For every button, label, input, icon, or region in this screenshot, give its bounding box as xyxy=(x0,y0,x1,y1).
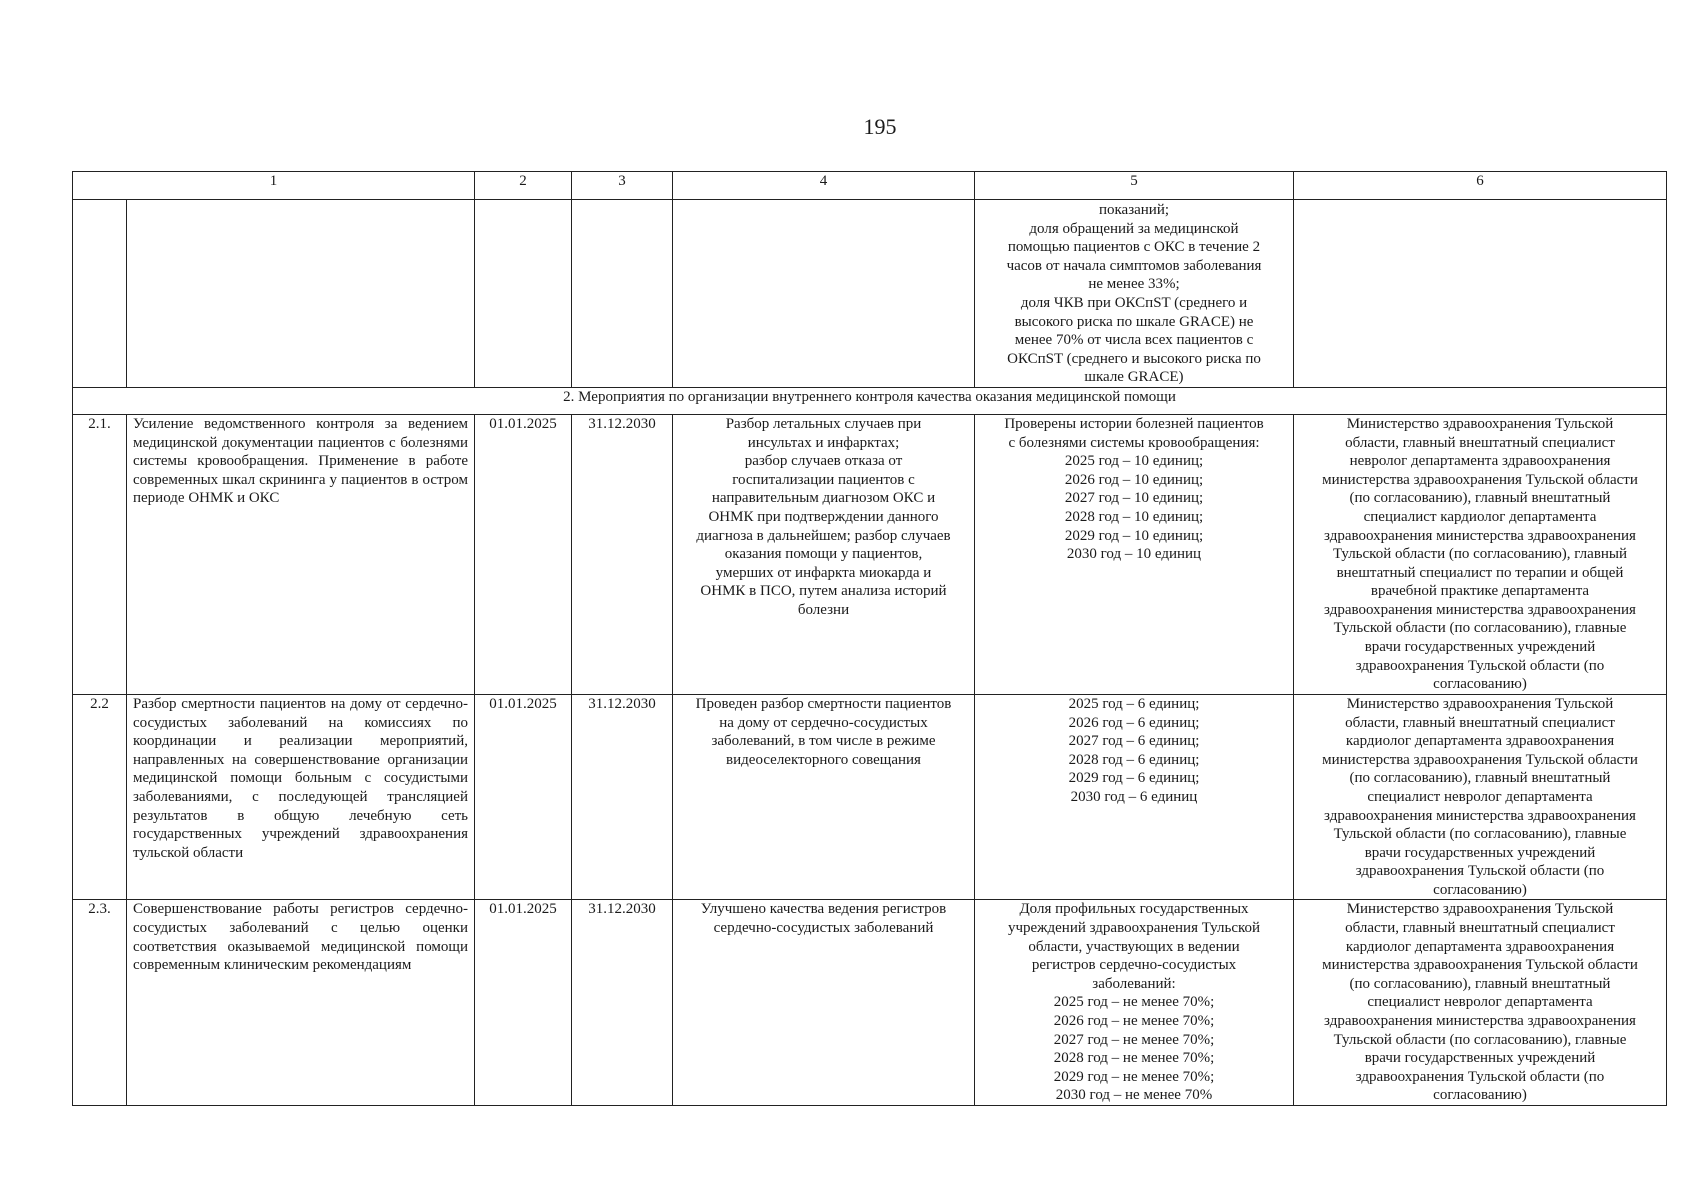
text-line: Проверены истории болезней пациентов xyxy=(1004,415,1264,432)
text-line: здравоохранения Тульской области (по xyxy=(1355,657,1605,674)
text-line: области, участвующих в ведении xyxy=(1028,938,1240,955)
section-title: 2. Мероприятия по организации внутреннего контроля качества оказания медицинской помощи xyxy=(73,387,1667,414)
text-line: 2026 год – не менее 70%; xyxy=(1053,1013,1215,1030)
text-line: Доля профильных государственных xyxy=(1019,901,1249,918)
row-start-date: 01.01.2025 xyxy=(475,694,572,900)
text-line: видеоселекторного совещания xyxy=(726,751,921,768)
row-activity xyxy=(673,414,975,694)
text-line: здравоохранения министерства здравоохранения xyxy=(1324,1013,1636,1030)
row-description: Усиление ведомственного контроля за ведением медицинской документации пациентов с болезнями системы кровообращения. Применение в работе современных шкал скрининга у пациентов в остром периоде ОНМК и ОКС xyxy=(127,414,475,694)
text-line: специалист невролог департамента xyxy=(1367,994,1593,1011)
text-line: 2027 год – не менее 70%; xyxy=(1053,1031,1215,1048)
text-line: 2028 год – 6 единиц; xyxy=(1068,751,1200,768)
text-line: доля обращений за медицинской xyxy=(1029,220,1239,237)
row-description: Разбор смертности пациентов на дому от сердечно-сосудистых заболеваний на комиссиях по координации и реализации мероприятий, направленных на совершенствование организации медицинской помощи больным с сосудистыми заболеваниями, с последующей трансляцией результатов в общую лечебную сеть государственных учреждений здравоохранения тульской области xyxy=(127,694,475,900)
text-line: невролог департамента здравоохранения xyxy=(1349,453,1611,470)
text-line: 2030 год – не менее 70% xyxy=(1055,1087,1213,1104)
text-line: 2028 год – не менее 70%; xyxy=(1053,1050,1215,1067)
header-row xyxy=(73,172,1667,200)
row-end-date: 31.12.2030 xyxy=(572,414,673,694)
text-line: врачи государственных учреждений xyxy=(1364,844,1596,861)
text-line: здравоохранения Тульской области (по xyxy=(1355,1068,1605,1085)
text-line: 2027 год – 6 единиц; xyxy=(1068,733,1200,750)
text-line: согласованию) xyxy=(1433,676,1527,693)
row-number: 2.3. xyxy=(73,900,127,1106)
text-line: учреждений здравоохранения Тульской xyxy=(1007,920,1261,937)
table-row xyxy=(73,694,1667,900)
text-line: высокого риска по шкале GRACE) не xyxy=(1014,313,1254,330)
text-line: доля ЧКВ при ОКСпST (среднего и xyxy=(1020,294,1248,311)
text-line: 2029 год – не менее 70%; xyxy=(1053,1068,1215,1085)
text-line: врачи государственных учреждений xyxy=(1364,639,1596,656)
text-line: 2029 год – 6 единиц; xyxy=(1068,770,1200,787)
text-line: области, главный внештатный специалист xyxy=(1345,434,1615,451)
text-line: кардиолог департамента здравоохранения xyxy=(1345,938,1615,955)
text-line: 2027 год – 10 единиц; xyxy=(1064,490,1204,507)
text-line: Проведен разбор смертности пациентов xyxy=(695,695,952,712)
text-line: разбор случаев отказа от xyxy=(744,453,903,470)
text-line: специалист невролог департамента xyxy=(1367,788,1593,805)
section-title-row xyxy=(73,387,1667,414)
text-line: помощью пациентов с ОКС в течение 2 xyxy=(1007,239,1261,256)
text-line: ОНМК в ПСО, путем анализа историй xyxy=(700,583,947,600)
text-line: Тульской области (по согласованию), главные xyxy=(1333,620,1627,637)
header-col-5: 5 xyxy=(975,172,1294,200)
text-line: Тульской области (по согласованию), главный xyxy=(1332,546,1628,563)
text-line: (по согласованию), главный внештатный xyxy=(1349,975,1611,992)
text-line: болезни xyxy=(797,601,850,618)
text-line: области, главный внештатный специалист xyxy=(1345,714,1615,731)
row-end-date: 31.12.2030 xyxy=(572,694,673,900)
text-line: Улучшено качества ведения регистров xyxy=(700,901,947,918)
text-line: оказания помощи у пациентов, xyxy=(724,546,923,563)
text-line: Министерство здравоохранения Тульской xyxy=(1346,901,1614,918)
row-activity xyxy=(673,694,975,900)
text-line: 2029 год – 10 единиц; xyxy=(1064,527,1204,544)
row-description: Совершенствование работы регистров сердечно-сосудистых заболеваний с целью оценки соответствия оказываемой медицинской помощи современным клиническим рекомендациям xyxy=(127,900,475,1106)
text-line: 2026 год – 10 единиц; xyxy=(1064,471,1204,488)
text-line: специалист кардиолог департамента xyxy=(1363,508,1597,525)
text-line: показаний; xyxy=(1098,202,1170,218)
text-line: шкале GRACE) xyxy=(1084,369,1184,386)
text-line: умерших от инфаркта миокарда и xyxy=(715,564,932,581)
text-line: внештатный специалист по терапии и общей xyxy=(1336,564,1624,581)
text-line: ОКСпST (среднего и высокого риска по xyxy=(1007,350,1261,367)
activities-table xyxy=(72,171,1667,1106)
table-row xyxy=(73,900,1667,1106)
text-line: министерства здравоохранения Тульской области xyxy=(1322,751,1638,768)
header-col-2: 2 xyxy=(475,172,572,200)
text-line: 2028 год – 10 единиц; xyxy=(1064,508,1204,525)
text-line: здравоохранения министерства здравоохранения xyxy=(1324,527,1636,544)
row-end-date: 31.12.2030 xyxy=(572,900,673,1106)
text-line: сердечно-сосудистых заболеваний xyxy=(713,920,934,937)
text-line: (по согласованию), главный внештатный xyxy=(1349,490,1611,507)
header-col-1: 1 xyxy=(73,172,475,200)
table-row xyxy=(73,414,1667,694)
header-col-3: 3 xyxy=(572,172,673,200)
row-result xyxy=(975,414,1294,694)
text-line: часов от начала симптомов заболевания xyxy=(1006,257,1262,274)
text-line: врачебной практике департамента xyxy=(1370,583,1590,600)
text-line: Министерство здравоохранения Тульской xyxy=(1346,695,1614,712)
text-line: области, главный внештатный специалист xyxy=(1345,920,1615,937)
text-line: Тульской области (по согласованию), главные xyxy=(1333,1031,1627,1048)
header-col-6: 6 xyxy=(1294,172,1667,200)
text-line: министерства здравоохранения Тульской области xyxy=(1322,471,1638,488)
text-line: не менее 33%; xyxy=(1088,276,1180,293)
row-result xyxy=(975,900,1294,1106)
text-line: 2030 год – 6 единиц xyxy=(1070,788,1198,805)
text-line: инсультах и инфарктах; xyxy=(747,434,900,451)
row-responsible xyxy=(1294,694,1667,900)
text-line: на дому от сердечно-сосудистых xyxy=(719,714,928,731)
text-line: министерства здравоохранения Тульской области xyxy=(1322,957,1638,974)
text-line: заболеваний, в том числе в режиме xyxy=(711,733,936,750)
text-line: 2025 год – 10 единиц; xyxy=(1064,453,1204,470)
text-line: менее 70% от числа всех пациентов с xyxy=(1014,332,1254,349)
text-line: ОНМК при подтверждении данного xyxy=(708,508,939,525)
text-line: 2030 год – 10 единиц xyxy=(1066,546,1202,563)
text-line: 2025 год – не менее 70%; xyxy=(1053,994,1215,1011)
text-line: Министерство здравоохранения Тульской xyxy=(1346,415,1614,432)
text-line: направительным диагнозом ОКС и xyxy=(711,490,936,507)
row-start-date: 01.01.2025 xyxy=(475,900,572,1106)
row-start-date: 01.01.2025 xyxy=(475,414,572,694)
text-line: здравоохранения министерства здравоохранения xyxy=(1324,601,1636,618)
text-line: диагноза в дальнейшем; разбор случаев xyxy=(696,527,951,544)
text-line: врачи государственных учреждений xyxy=(1364,1050,1596,1067)
text-line: кардиолог департамента здравоохранения xyxy=(1345,733,1615,750)
text-line: согласованию) xyxy=(1433,881,1527,898)
text-line: (по согласованию), главный внештатный xyxy=(1349,770,1611,787)
text-line: с болезнями системы кровообращения: xyxy=(1008,434,1260,451)
text-line: здравоохранения Тульской области (по xyxy=(1355,863,1605,880)
row-result xyxy=(975,694,1294,900)
continuation-result xyxy=(975,200,1294,388)
row-responsible xyxy=(1294,414,1667,694)
text-line: Разбор летальных случаев при xyxy=(725,415,922,432)
text-line: Тульской области (по согласованию), главные xyxy=(1333,826,1627,843)
text-line: 2025 год – 6 единиц; xyxy=(1068,695,1200,712)
row-activity xyxy=(673,900,975,1106)
text-line: заболеваний: xyxy=(1092,975,1176,992)
row-responsible xyxy=(1294,900,1667,1106)
text-line: регистров сердечно-сосудистых xyxy=(1031,957,1237,974)
row-number: 2.1. xyxy=(73,414,127,694)
continuation-row xyxy=(73,200,1667,388)
row-number: 2.2 xyxy=(73,694,127,900)
text-line: здравоохранения министерства здравоохранения xyxy=(1324,807,1636,824)
header-col-4: 4 xyxy=(673,172,975,200)
text-line: госпитализации пациентов с xyxy=(732,471,915,488)
text-line: согласованию) xyxy=(1433,1087,1527,1104)
page-number: 195 xyxy=(863,114,897,139)
text-line: 2026 год – 6 единиц; xyxy=(1068,714,1200,731)
